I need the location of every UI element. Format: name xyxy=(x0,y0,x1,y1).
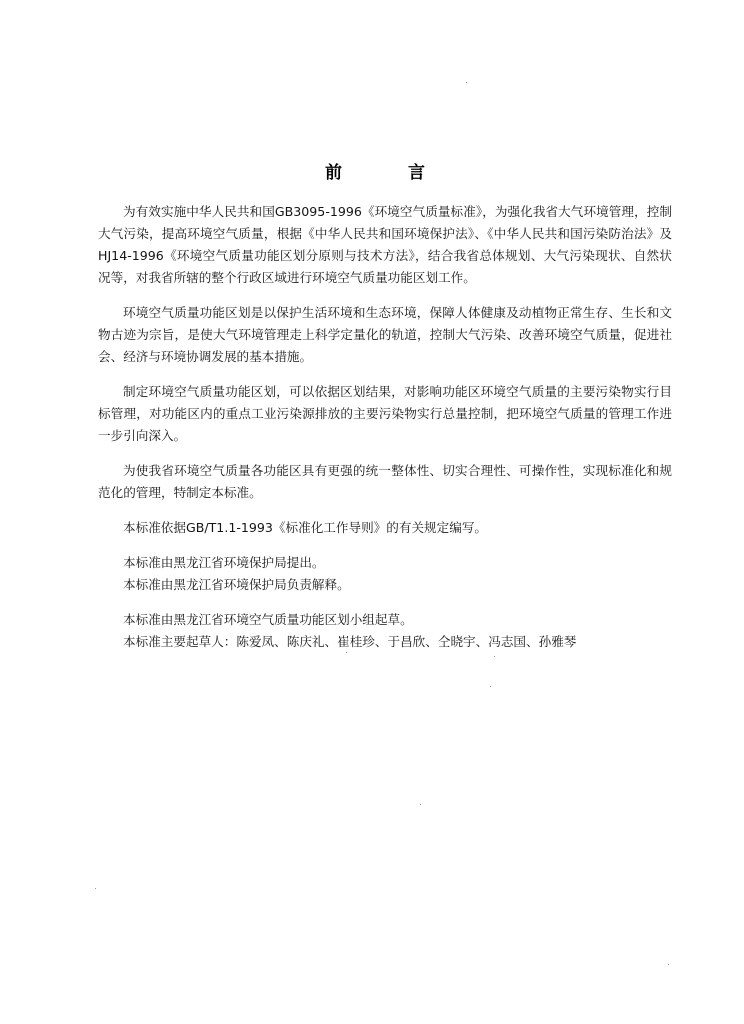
paragraph-standardization: 为使我省环境空气质量各功能区具有更强的统一整体性、切实合理性、可操作性，实现标准化和规范化的管理，特制定本标准。 xyxy=(98,463,672,500)
scan-speck xyxy=(668,964,669,965)
page-title: 前 言 xyxy=(325,163,455,183)
scan-speck xyxy=(494,656,495,657)
paragraph-intro: 为有效实施中华人民共和国GB3095-1996《环境空气质量标准》，为强化我省大气环境管理，控制大气污染，提高环境空气质量，根据《中华人民共和国环境保护法》、《中华人民共和国污染防治法》及HJ14-1996《环境空气质量功能区划分原则与技术方法》，结合我省总体规划、大气污染现状、自然状况等，对我省所辖的整个行政区域进行环境空气质量功能区划工作。 xyxy=(98,204,672,285)
scan-speck xyxy=(466,82,467,83)
drafters-line: 本标准主要起草人：陈爱凤、陈庆礼、崔桂珍、于昌欣、仝晓宇、冯志国、孙雅琴 xyxy=(123,634,577,649)
proposal-line: 本标准由黑龙江省环境保护局提出。 xyxy=(123,555,325,570)
drafting-group xyxy=(98,609,672,653)
paragraph-management: 制定环境空气质量功能区划，可以依据区划结果，对影响功能区环境空气质量的主要污染物实行目标管理，对功能区内的重点工业污染源排放的主要污染物实行总量控制，把环境空气质量的管理工作进一步引向深入。 xyxy=(98,384,672,443)
scan-speck xyxy=(420,804,421,805)
paragraph-basis: 本标准依据GB/T1.1-1993《标准化工作导则》的有关规定编写。 xyxy=(123,520,488,535)
document-body xyxy=(98,201,672,666)
scan-speck xyxy=(95,888,96,889)
paragraph-purpose: 环境空气质量功能区划是以保护生活环境和生态环境，保障人体健康及动植物正常生存、生长和文物古迹为宗旨，是使大气环境管理走上科学定量化的轨道，控制大气污染、改善环境空气质量，促进社会、经济与环境协调发展的基本措施。 xyxy=(98,305,672,364)
scan-speck xyxy=(490,686,491,687)
proposal-group xyxy=(98,552,672,596)
drafting-unit-line: 本标准由黑龙江省环境空气质量功能区划小组起草。 xyxy=(123,612,413,627)
interpretation-line: 本标准由黑龙江省环境保护局负责解释。 xyxy=(123,577,350,592)
scan-speck xyxy=(346,652,347,653)
